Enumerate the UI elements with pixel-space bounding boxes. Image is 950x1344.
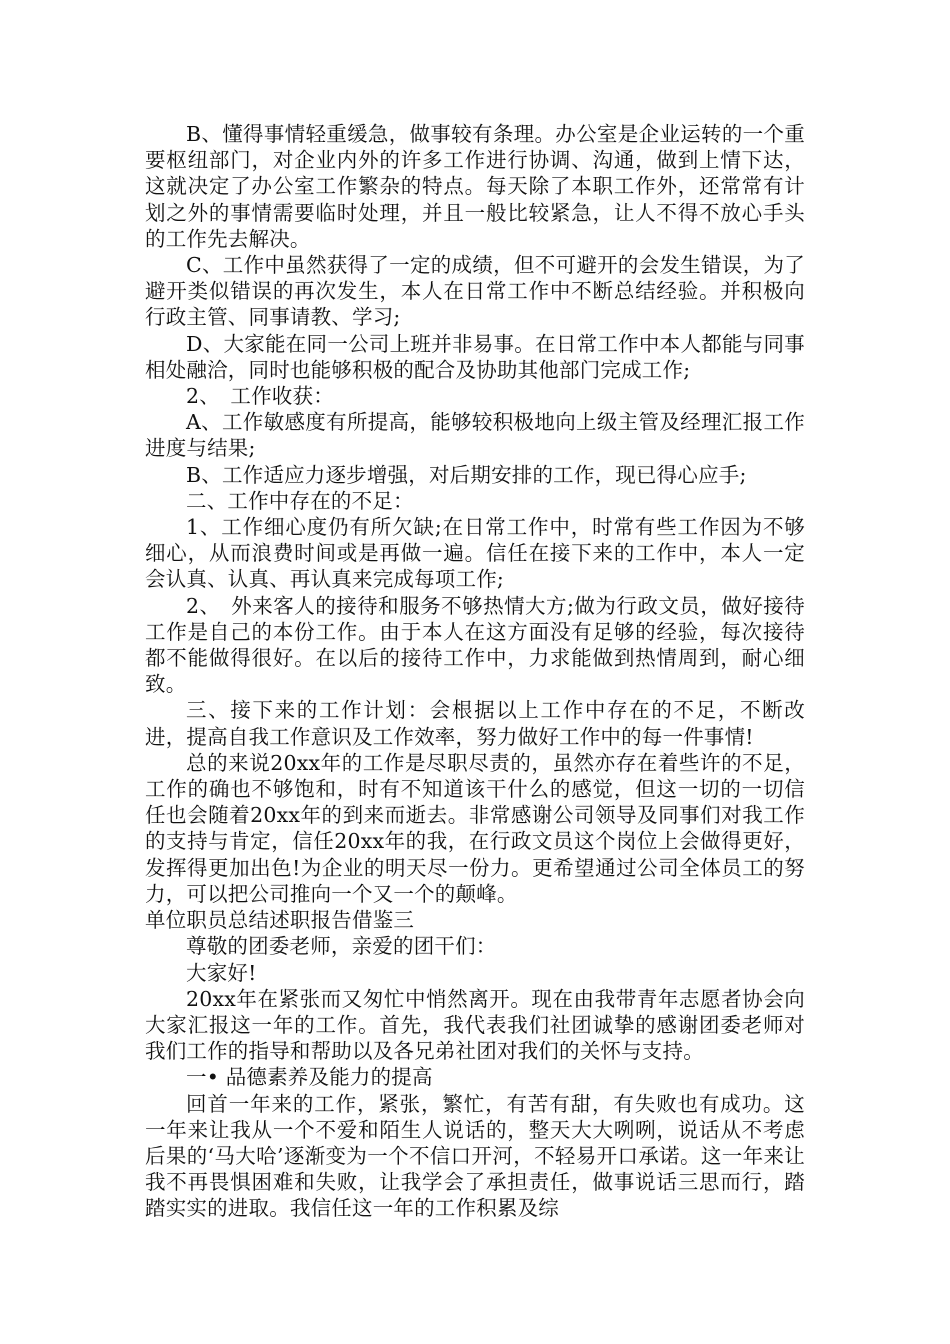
paragraph-d-colleagues: D、大家能在同一公司上班并非易事。在日常工作中本人都能与同事相处融洽，同时也能够积极的配合及协助其他部门完成工作; (145, 331, 805, 382)
paragraph-shortcoming-1: 1、工作细心度仍有所欠缺;在日常工作中，时常有些工作因为不够细心，从而浪费时间或是再做一遍。信任在接下来的工作中，本人一定会认真、认真、再认真来完成每项工作; (145, 515, 805, 592)
paragraph-c-mistakes: C、工作中虽然获得了一定的成绩，但不可避开的会发生错误，为了避开类似错误的再次发生，本人在日常工作中不断总结经验。并积极向行政主管、同事请教、学习; (145, 253, 805, 330)
greeting: 大家好! (186, 960, 257, 985)
paragraph-a-sensitivity: A、工作敏感度有所提高，能够较积极地向上级主管及经理汇报工作进度与结果; (145, 410, 805, 461)
paragraph-summary: 总的来说20xx年的工作是尽职尽责的，虽然亦存在着些许的不足，工作的确也不够饱和，时有不知道该干什么的感觉，但这一切的一切信任也会随着20xx年的到来而逝去。非常感谢公司领导及同事们对我工作的支持与肯定，信任20xx年的我，在行政文员这个岗位上会做得更好，发挥得更加出色!为企业的明天尽一份力。更希望通过公司全体员工的努力，可以把公司推向一个又一个的颠峰。 (145, 750, 805, 906)
salutation: 尊敬的团委老师，亲爱的团干们： (186, 934, 497, 959)
paragraph-intro: 20xx年在紧张而又匆忙中悄然离开。现在由我带青年志愿者协会向大家汇报这一年的工作。首先，我代表我们社团诚挚的感谢团委老师对我们工作的指导和帮助以及各兄弟社团对我们的关怀与支持。 (145, 986, 805, 1064)
paragraph-shortcoming-2: 2、 外来客人的接待和服务不够热情大方;做为行政文员，做好接待工作是自己的本份工作。由于本人在这方面没有足够的经验，每次接待都不能做得很好。在以后的接待工作中，力求能做到热情周到，耐心细致。 (145, 593, 805, 697)
document-page (145, 121, 805, 1222)
paragraph-next-plan: 三、接下来的工作计划：会根据以上工作中存在的不足，不断改进，提高自我工作意识及工作效率，努力做好工作中的每一件事情! (145, 698, 805, 749)
paragraph-b-priority: B、懂得事情轻重缓急，做事较有条理。办公室是企业运转的一个重要枢纽部门，对企业内外的许多工作进行协调、沟通，做到上情下达，这就决定了办公室工作繁杂的特点。每天除了本职工作外，还常常有计划之外的事情需要临时处理，并且一般比较紧急，让人不得不放心手头的工作先去解决。 (145, 122, 805, 251)
heading-shortcomings: 二、工作中存在的不足： (186, 488, 414, 513)
heading-character-ability: 一• 品德素养及能力的提高 (186, 1065, 433, 1090)
section-title: 单位职员总结述职报告借鉴三 (145, 908, 415, 933)
paragraph-review: 回首一年来的工作，紧张，繁忙，有苦有甜，有失败也有成功。这一年来让我从一个不爱和陌生人说话的，整天大大咧咧，说话从不考虑后果的‘马大哈’逐渐变为一个不信口开河，不轻易开口承诺。这一年来让我不再畏惧困难和失败，让我学会了承担责任，做事说话三思而行，踏踏实实的进取。我信任这一年的工作积累及综 (145, 1091, 805, 1221)
heading-work-gains: 2、 工作收获： (186, 384, 334, 409)
paragraph-b-adaptability: B、工作适应力逐步增强，对后期安排的工作，现已得心应手; (186, 462, 747, 487)
